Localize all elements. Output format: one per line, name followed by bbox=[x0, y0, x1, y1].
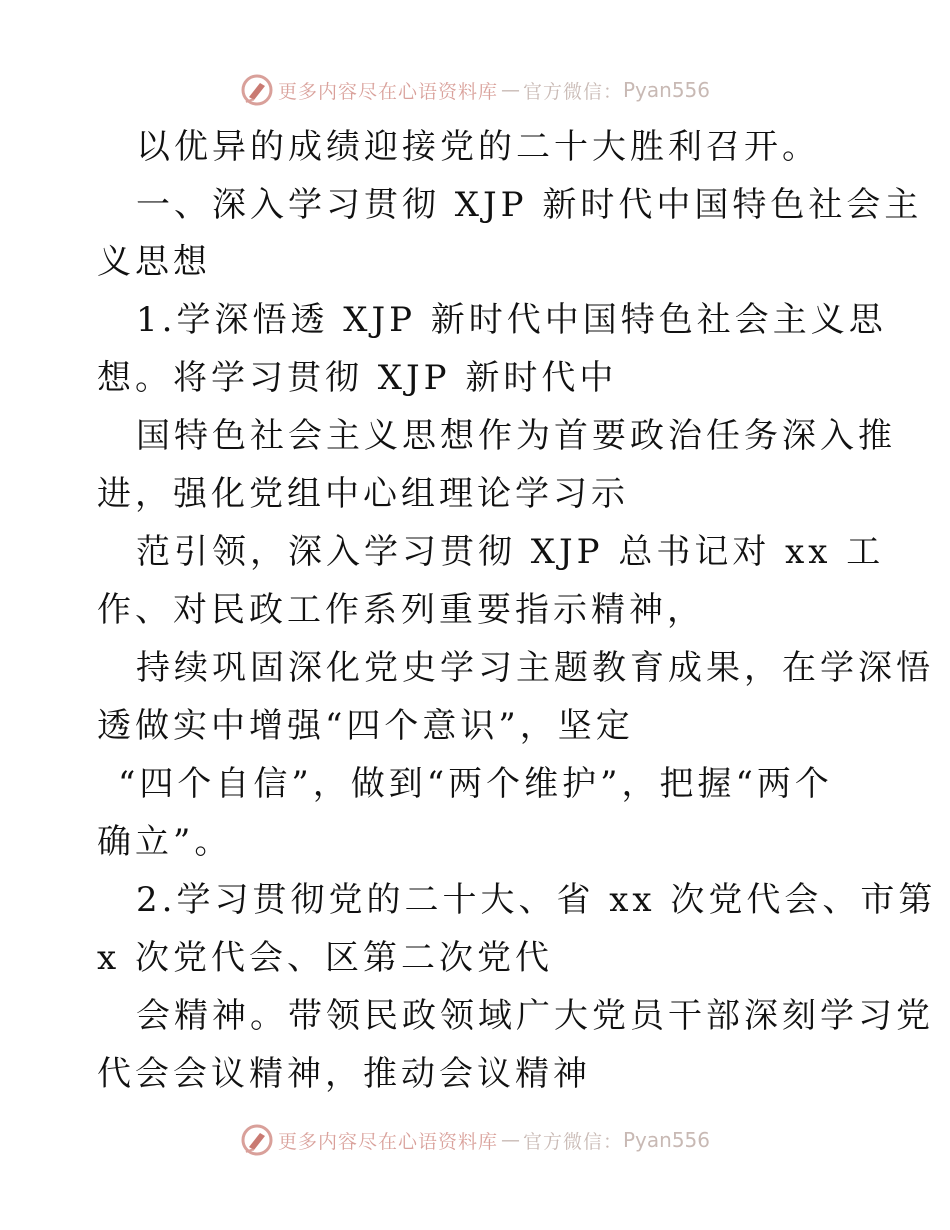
text-line: 会精神。带领民政领域广大党员干部深刻学习党 bbox=[136, 996, 934, 1036]
logo-icon bbox=[240, 1123, 274, 1157]
logo-icon bbox=[240, 73, 274, 107]
text-line: 义思想 bbox=[97, 242, 211, 282]
text-line: 1.学深悟透 XJP 新时代中国特色社会主义思 bbox=[136, 300, 887, 340]
text-line: 透做实中增强“四个意识”，坚定 bbox=[97, 706, 634, 746]
text-line: 想。将学习贯彻 XJP 新时代中 bbox=[97, 358, 618, 398]
text-line: 持续巩固深化党史学习主题教育成果，在学深悟 bbox=[136, 648, 934, 688]
text-line: x 次党代会、区第二次党代 bbox=[97, 938, 553, 978]
banner-text: 更多内容尽在心语资料库 bbox=[277, 1130, 498, 1153]
text-line: 2.学习贯彻党的二十大、省 xx 次党代会、市第 bbox=[136, 880, 937, 920]
text-line: 进，强化党组中心组理论学习示 bbox=[97, 474, 629, 514]
text-line: 代会会议精神，推动会议精神 bbox=[97, 1054, 591, 1094]
banner-label: 官方微信： bbox=[522, 80, 623, 103]
text-line: 作、对民政工作系列重要指示精神， bbox=[97, 590, 705, 630]
banner-wechat-id: Pyan556 bbox=[623, 78, 711, 102]
text-line: 一、深入学习贯彻 XJP 新时代中国特色社会主 bbox=[136, 185, 923, 225]
text-line: 确立”。 bbox=[97, 822, 233, 862]
text-line: 范引领，深入学习贯彻 XJP 总书记对 xx 工 bbox=[136, 532, 885, 572]
text-line: 国特色社会主义思想作为首要政治任务深入推 bbox=[136, 416, 896, 456]
text-line: 以优异的成绩迎接党的二十大胜利召开。 bbox=[136, 127, 820, 167]
banner-label: 官方微信： bbox=[522, 1130, 623, 1153]
footer-banner bbox=[0, 1120, 950, 1160]
header-banner bbox=[0, 70, 950, 110]
banner-text: 更多内容尽在心语资料库 bbox=[277, 80, 498, 103]
banner-separator: — bbox=[500, 79, 520, 101]
banner-wechat-id: Pyan556 bbox=[623, 1128, 711, 1152]
text-line: “四个自信”，做到“两个维护”，把握“两个 bbox=[118, 764, 833, 804]
banner-separator: — bbox=[500, 1129, 520, 1151]
